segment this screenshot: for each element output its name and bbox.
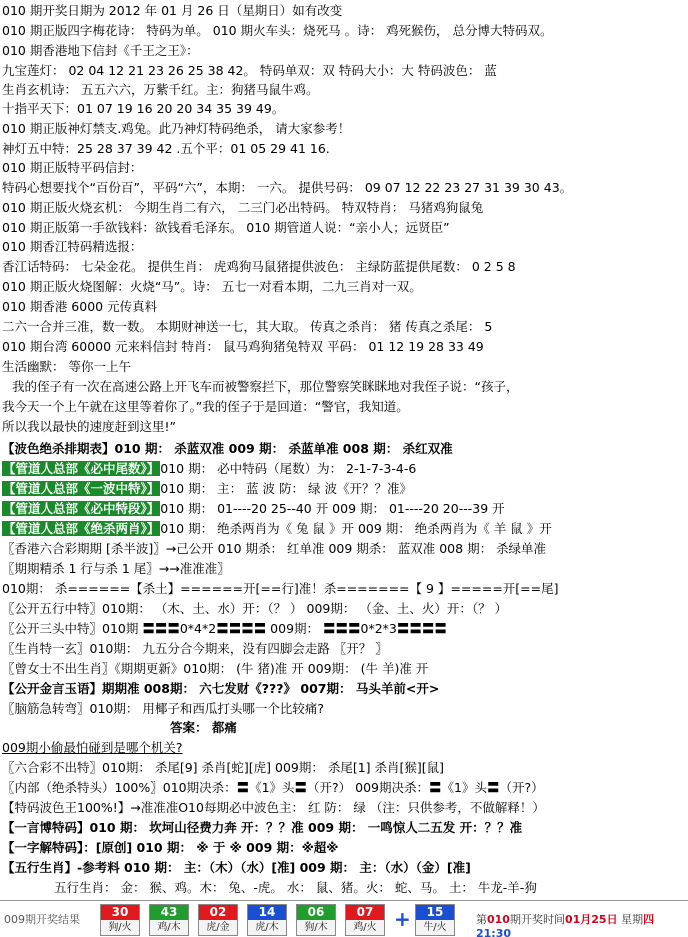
line-25 (2, 478, 686, 500)
line-9: 010 期正版特平码信封： (2, 160, 143, 175)
line-26-text: 010 期： 01----20 25--40 开 009 期： 01----20 20---39 开 (160, 501, 505, 516)
line-15: 010 期正版火烧图解：火烧“马”。诗： 五七一对看本期，二九三肖对一双。 (2, 279, 422, 294)
line-36: 〖脑筋急转弯〗010期： 用椰子和西瓜打头哪一个比较痛? (2, 701, 324, 716)
ball-number: 06 (297, 905, 335, 920)
ball-zodiac: 鸡/火 (346, 920, 384, 935)
ball-zodiac: 虎/金 (199, 920, 237, 935)
ball-zodiac: 虎/木 (248, 920, 286, 935)
line-37 (2, 717, 686, 739)
next-draw-weekday: 四 (643, 913, 655, 926)
line-1: 010 期开奖日期为 2012 年 01 月 26 日（星期日）如有改变 (2, 3, 343, 18)
line-11: 010 期正版火烧玄机： 今期生肖二有六， 二三门必出特码。 特双特肖： 马猪鸡狗鼠兔 (2, 200, 484, 215)
line-38 (2, 737, 686, 759)
ball-number: 30 (101, 905, 139, 920)
result-label: 009期开奖结果 (4, 913, 80, 926)
line-5: 生肖玄机诗： 五五六六，万紫千红。主：狗猪马鼠牛鸡。 (2, 82, 319, 97)
line-43 (2, 837, 686, 859)
line-7: 010 期正版神灯禁支.鸡兔。此乃神灯特码绝杀， 请大家参考！ (2, 121, 351, 136)
line-17: 二六一合并三准，数一数。 本期财神送一七，其大取。 传真之杀肖： 猪 传真之杀尾： 5 (2, 319, 493, 334)
next-draw-time: 21:30 (476, 927, 512, 937)
result-ball-6 (345, 904, 385, 936)
line-24-text: 010 期： 必中特码（尾数）为： 2-1-7-3-4-6 (160, 461, 417, 476)
line-33: 〖生肖特一玄〗010期： 九五分合今期来，没有四脚会走路 〖开？ 〗 (2, 641, 388, 656)
line-8: 神灯五中特：25 28 37 39 42 .五个平：01 05 29 41 16. (2, 141, 330, 156)
next-draw-date: 01月25日 (564, 913, 618, 926)
line-20: 我的侄子有一次在高速公路上开飞车而被警察拦下，那位警察笑眯眯地对我侄子说：“孩子， (12, 379, 519, 394)
ball-number: 43 (150, 905, 188, 920)
line-6: 十指平天下：01 07 19 16 20 20 34 35 39 49。 (2, 101, 285, 116)
special-ball (415, 904, 455, 936)
ball-zodiac: 狗/木 (297, 920, 335, 935)
line-10: 特码心想要找个“百份百”，平码“六”，本期： 一六。 提供号码： 09 07 12 22 23 27 31 39 30 43。 (2, 180, 573, 195)
line-32: 〖公开三头中特〗010期 〓〓〓0*4*2〓〓〓〓 009期： 〓〓〓0*2*3〓〓〓〓 (2, 621, 447, 636)
ball-number: 02 (199, 905, 237, 920)
line-4: 九宝莲灯： 02 04 12 21 23 26 25 38 42。 特码单双：双 特码大小：大 特码波色： 蓝 (2, 63, 497, 78)
line-35 (2, 678, 686, 700)
ball-number: 14 (248, 905, 286, 920)
result-footer (0, 900, 688, 937)
line-29: 〖期期精杀 1 行与杀 1 尾〗→→准准准〗 (2, 561, 230, 576)
line-23 (2, 438, 686, 460)
ball-zodiac: 鸡/木 (150, 920, 188, 935)
line-24-tag: 【管道人总部《必中尾数》】 (3, 461, 160, 476)
result-ball-1 (100, 904, 140, 936)
line-14: 香江话特码： 七朵金花。 提供生肖： 虎鸡狗马鼠猪提供波色： 主绿防蓝提供尾数： 0 2 5 8 (2, 259, 516, 274)
line-26-tag: 【管道人总部《必中特段》】 (3, 501, 160, 516)
line-38-text: 009期小偷最怕碰到是哪个机关? (2, 740, 183, 755)
result-ball-5 (296, 904, 336, 936)
line-28 (2, 538, 686, 560)
line-26 (2, 498, 686, 520)
line-25-text: 010 期： 主： 蓝 波 防： 绿 波《开？？准》 (160, 481, 412, 496)
line-27-tag: 【管道人总部《绝杀两肖》】 (3, 521, 160, 536)
line-30: 010期： 杀======【杀土】======开[==行]准！杀=======【 9 】=====开[==尾] (2, 581, 559, 596)
next-draw-issue: 010 (487, 913, 510, 926)
answer-text: 答案： 都痛 (170, 720, 237, 735)
line-43-text: 【一字解特码】：[原创] 010 期： ※ 于 ※ 009 期：※超※ (2, 840, 339, 855)
line-42-text: 【一言博特码】010 期： 坎坷山径费力奔 开：？？准 009 期： 一鸣惊人二五发 开：？？准 (2, 820, 523, 835)
line-2: 010 期正版四字梅花诗： 特码为单。 010 期火车头：烧死马 。诗： 鸡死猴伤， 总分博大特码双。 (2, 23, 553, 38)
line-27-text: 010 期： 绝杀两肖为《 兔 鼠 》开 009 期： 绝杀两肖为《 羊 鼠 》开 (160, 521, 552, 536)
line-40: 〖内部（绝杀特头）100%〗010期决杀：〓《1》头〓（开?） 009期决杀：〓《1》头〓（开?） (2, 780, 544, 795)
line-39: 〖六合彩不出特〗010期： 杀尾[9] 杀肖[蛇][虎] 009期： 杀尾[1] 杀肖[猴][鼠] (2, 760, 445, 775)
result-ball-3 (198, 904, 238, 936)
line-44-text: 【五行生肖】-参考料 010 期： 主：（木）（水）[准] 009 期： 主：（水）（金）[准] (2, 860, 471, 875)
result-ball-4 (247, 904, 287, 936)
line-24 (2, 458, 686, 480)
line-25-tag: 【管道人总部《一波中特》】 (3, 481, 160, 496)
line-13: 010 期香江特码精选报： (2, 239, 143, 254)
next-draw-prefix: 第 (476, 913, 487, 926)
ball-zodiac: 狗/火 (101, 920, 139, 935)
line-41: 【特码波色王100%!】→准准准O10每期必中波色主： 红 防： 绿 （注：只供参考，不做解释！） (2, 800, 545, 815)
line-35-text: 【公开金言玉语】期期准 008期： 六七发财《???》 007期： 马头羊前<开> (2, 681, 440, 696)
line-23-text: 【波色绝杀排期表】010 期： 杀蓝双准 009 期： 杀蓝单准 008 期： 杀红双准 (2, 441, 453, 456)
line-45-text: 五行生肖： 金： 猴、鸡。木： 兔、-虎。 水： 鼠、猪。火： 蛇、马。 土： 牛龙-羊-狗 (54, 880, 537, 895)
line-28-text: 〖香港六合彩期期 [杀半波]〗→己公开 010 期杀： 红单准 009 期杀： 蓝双准 008 期： 杀绿单准 (2, 541, 547, 556)
ball-zodiac: 牛/火 (416, 920, 454, 935)
next-draw-mid: 期开奖时间 (509, 913, 565, 926)
line-21: 我今天一个上午就在这里等着你了。”我的侄子于是回道：“警官，我知道。 (2, 399, 409, 414)
next-draw-weekday-label: 星期 (617, 913, 644, 926)
line-16: 010 期香港 6000 元传真料 (2, 299, 158, 314)
ball-number: 15 (416, 905, 454, 920)
line-19: 生活幽默： 等你一上午 (2, 359, 131, 374)
line-27 (2, 518, 686, 540)
result-ball-2 (149, 904, 189, 936)
line-31: 〖公开五行中特〗010期： （木、土、水）开：（？ ） 009期： （金、土、火）开：（？ ） (2, 601, 508, 616)
line-45 (2, 877, 686, 899)
ball-number: 07 (346, 905, 384, 920)
line-34: 〖曾女士不出生肖〗《期期更新》010期： (牛 猪)准 开 009期： (牛 羊)准 开 (2, 661, 429, 676)
line-42 (2, 817, 686, 839)
line-44 (2, 857, 686, 879)
line-22: 所以我以最快的速度赶到这里!” (2, 419, 176, 434)
line-3: 010 期香港地下信封《千王之王》： (2, 43, 199, 58)
line-18: 010 期台湾 60000 元来料信封 特肖： 鼠马鸡狗猪兔特双 平码： 01 12 19 28 33 49 (2, 339, 484, 354)
plus-icon: + (394, 907, 411, 931)
next-draw-info (476, 911, 688, 937)
line-12: 010 期正版第一手欲钱料：欲钱看毛泽东。 010 期管道人说：“亲小人；远贤臣” (2, 220, 450, 235)
